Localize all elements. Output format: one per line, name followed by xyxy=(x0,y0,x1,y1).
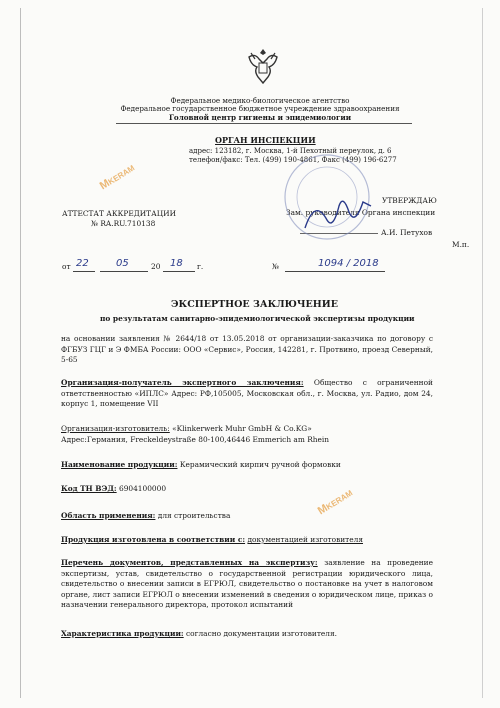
inspection-address: адрес: 123182, г. Москва, 1-й Пехотный переулок, д. 6 xyxy=(189,147,392,155)
documents-label: Перечень документов, представленных на экспертизу: xyxy=(61,558,318,567)
product-paragraph xyxy=(61,460,433,471)
date-month-line xyxy=(100,271,148,272)
tnved-value: 6904100000 xyxy=(119,484,167,493)
page-border-left xyxy=(20,8,21,698)
date-day: 22 xyxy=(76,258,89,269)
date-month: 05 xyxy=(116,258,129,269)
tnved-label: Код ТН ВЭД: xyxy=(61,484,117,493)
watermark-logo-2-top: M xyxy=(315,502,330,518)
application-paragraph xyxy=(61,511,433,522)
watermark-logo-2-bottom: KERAM xyxy=(324,488,355,512)
application-label: Область применения: xyxy=(61,511,156,520)
documents-paragraph xyxy=(61,558,433,611)
approval-heading: УТВЕРЖДАЮ xyxy=(382,196,437,205)
tnved-paragraph xyxy=(61,484,433,495)
manufacturer-value: «Klinkerwerk Muhr GmbH & Co.KG» xyxy=(172,424,312,433)
watermark-logo-1-bottom: KERAM xyxy=(106,163,137,187)
basis-paragraph: на основании заявления № 2644/18 от 13.05.2018 от организации-заказчика по договору с ФГБУЗ ГЦГ и Э ФМБА России: ООО «Сервис», Россия, 142281, г. Протвино, проезд Северный, 5-65 xyxy=(61,334,433,364)
manufacturer-label: Организация-изготовитель: xyxy=(61,424,170,433)
header-agency: Федеральное медико-биологическое агентство xyxy=(170,96,350,105)
page-border-right xyxy=(482,8,483,698)
number-label: № xyxy=(272,262,279,271)
date-day-line xyxy=(73,271,95,272)
compliance-paragraph xyxy=(61,535,433,546)
characteristics-value: согласно документации изготовителя. xyxy=(186,629,337,638)
inspection-body-title: ОРГАН ИНСПЕКЦИИ xyxy=(215,135,316,145)
header-divider xyxy=(116,123,412,124)
product-value: Керамический кирпич ручной формовки xyxy=(179,460,341,469)
approval-name: А.И. Петухов xyxy=(381,228,433,237)
number-line xyxy=(285,271,385,272)
date-year-prefix: 20 xyxy=(151,262,161,271)
compliance-value: документацией изготовителя xyxy=(247,535,363,544)
date-year-line xyxy=(163,271,195,272)
documents-value: заявление на проведение экспертизы, устав, свидетельство о государственной регистрации юридического лица, свидетельство о внесении записи в ЕГРЮЛ, свидетельство о постановке на учет в налоговом органе, лист записи ЕГРЮЛ о внесении изменений в сведения о юридическом лице, приказ о назначении генерального директора, протокол испытаний xyxy=(61,558,433,609)
characteristics-label: Характеристика продукции: xyxy=(61,629,184,638)
approval-signature xyxy=(300,190,380,240)
document-subtitle: по результатам санитарно-эпидемиологической экспертизы продукции xyxy=(100,314,415,323)
characteristics-paragraph xyxy=(61,629,433,640)
recipient-label: Организация-получатель экспертного заключения: xyxy=(61,378,304,387)
seal-mark: М.п. xyxy=(452,240,470,249)
recipient-paragraph xyxy=(61,378,433,410)
header-center: Головной центр гигиены и эпидемиологии xyxy=(168,113,352,122)
date-year-suffix: 18 xyxy=(170,258,183,269)
recipient-value: Общество с ограниченной ответственностью «ИПЛС» Адрес: РФ,105005, Московская обл., г. Москва, ул. Радио, дом 24, корпус 1, помещение VII xyxy=(61,378,433,408)
document-title: ЭКСПЕРТНОЕ ЗАКЛЮЧЕНИЕ xyxy=(171,299,338,310)
accreditation-number: № RA.RU.710138 xyxy=(91,219,156,228)
watermark-logo-1-top: M xyxy=(97,177,112,193)
date-prefix: от xyxy=(62,262,71,271)
coat-of-arms-emblem xyxy=(243,45,283,89)
product-label: Наименование продукции: xyxy=(61,460,178,469)
date-year-label: г. xyxy=(197,262,204,271)
header-institution: Федеральное государственное бюджетное учреждение здравоохранения xyxy=(120,104,400,113)
inspection-phone-fax: телефон/факс: Тел. (499) 190-4861, Факс (499) 196-6277 xyxy=(189,156,397,164)
manufacturer-address: Адрес:Германия, Freckeldeystraße 80-100,46446 Emmerich am Rhein xyxy=(61,435,330,444)
document-number: 1094 / 2018 xyxy=(318,258,379,269)
application-value: для строительства xyxy=(157,511,231,520)
accreditation-label: АТТЕСТАТ АККРЕДИТАЦИИ xyxy=(62,209,177,218)
approval-position: Зам. руководителя Органа инспекции xyxy=(286,208,436,217)
watermark-logo-1 xyxy=(98,162,137,193)
manufacturer-paragraph xyxy=(61,424,433,435)
compliance-label: Продукция изготовлена в соответствии с: xyxy=(61,535,246,544)
